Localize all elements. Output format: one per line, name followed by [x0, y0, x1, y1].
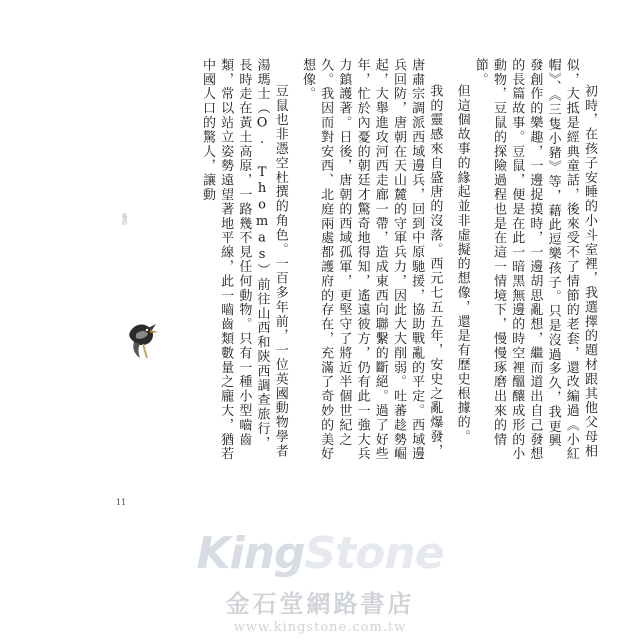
- body-text: [199, 58, 598, 462]
- paragraph-3: 我的靈感來自盛唐的沒落。西元七五五年，安史之亂爆發，唐肅宗調派西域邊兵，回到中原馳援，協助戰亂的平定。西域邊兵回防，唐朝在天山麓的守軍兵力，因此大大削弱。吐蕃趁勢崛起，大舉進攻河西走廊一帶，造成東西向聯繫的斷絕。過了好些年，忙於內憂的朝廷才驚奇地得知，遙遠彼方，仍有此一強大兵力鎮護著。日後，唐朝的西域孤軍，更堅守了將近半個世紀之久。我因而對安西、北庭兩處都護府的存在，充滿了奇妙的美好想像。: [299, 58, 443, 462]
- watermark-brand: [0, 528, 640, 579]
- bird-illustration: [122, 318, 162, 362]
- kingstone-watermark: [0, 528, 640, 640]
- paragraph-2: 但這個故事的緣起並非虛擬的想像，還是有歷史根據的。: [454, 84, 470, 444]
- paragraph-4: 豆鼠也非憑空杜撰的角色。一百多年前，一位英國動物學者湯瑪士（O. Thomas）前往山西和陝西調查旅行，長時走在黃土高原，一路幾不見任何動物。只有一種小型嚙齒類，常以站立姿勢遠望著地平線，此一嚙齒類數量之龐大，猶若中國人口的驚人，讓動: [199, 58, 288, 462]
- page-number: 11: [116, 498, 127, 507]
- watermark-chinese: 金石堂網路書店: [225, 589, 415, 618]
- paragraph-1: 初時，在孩子安睡的小斗室裡，我選擇的題材跟其他父母相似，大抵是經典童話，後來受不了情節的老套，還改編過《小紅帽》、《三隻小豬》等，藉此逗樂孩子。只是沒過多久，我更興發創作的樂趣，一邊捉摸時，一邊胡思亂想，繼而道出自己發想的長篇故事。豆鼠，便是在此一暗黑無邊的時空裡醞釀成形的小動物，豆鼠的探險過程也是在這一情境下，慢慢琢磨出來的情節。: [472, 58, 597, 462]
- watermark-brand-stone: Stone: [304, 528, 444, 579]
- side-mark: 卷首: [120, 213, 127, 225]
- watermark-url: www.kingstone.com.tw: [233, 620, 407, 635]
- watermark-brand-king: King: [196, 528, 305, 579]
